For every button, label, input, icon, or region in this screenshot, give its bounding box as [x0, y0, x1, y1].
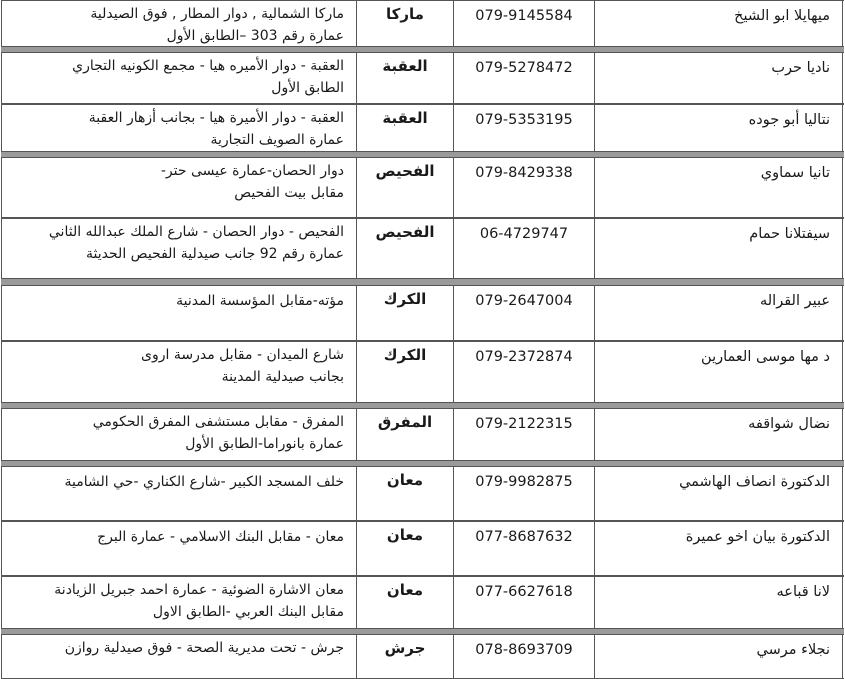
address-cell — [1, 157, 357, 218]
address-line-1: معان - مقابل البنك الاسلامي - عمارة البرج — [97, 529, 344, 545]
name-cell — [595, 0, 843, 47]
doctor-name: د مها موسى العمارين — [701, 349, 830, 365]
address-text — [65, 637, 344, 659]
name-cell — [595, 285, 843, 341]
city-cell — [357, 285, 454, 341]
phone-cell — [454, 466, 595, 521]
address-line-1: معان الاشارة الضوئية - عمارة احمد جبريل الزيادنة — [54, 582, 344, 598]
phone-cell — [454, 408, 595, 461]
address-cell — [1, 218, 357, 279]
name-cell — [595, 104, 843, 152]
doctor-name: سيفتلانا حمام — [749, 226, 830, 242]
address-line-1: المفرق - مقابل مستشفى المفرق الحكومي — [92, 414, 344, 430]
row-border — [1, 408, 844, 409]
row-border — [1, 218, 844, 219]
address-text — [93, 411, 344, 455]
row-border — [1, 576, 844, 577]
address-text — [161, 160, 344, 204]
row-border — [1, 634, 844, 635]
row-border — [1, 104, 844, 105]
row-border — [1, 285, 844, 286]
address-line-1: ماركا الشمالية , دوار المطار , فوق الصيدلية — [90, 6, 344, 22]
city-label: جرش — [384, 639, 426, 657]
table-row — [0, 0, 845, 47]
doctor-name: ميهايلا ابو الشيخ — [734, 8, 830, 24]
address-line-1: العقبة - دوار الأميره هيا - مجمع الكونيه التجاري — [72, 58, 344, 74]
city-cell — [357, 218, 454, 279]
table-row — [0, 52, 845, 104]
phone-number: 079-2372874 — [475, 349, 573, 365]
city-cell — [357, 52, 454, 104]
row-border — [1, 466, 844, 467]
phone-number: 079-5278472 — [475, 60, 573, 76]
table-row — [0, 285, 845, 341]
phone-cell — [454, 104, 595, 152]
table-row — [0, 157, 845, 218]
city-label: الفحيص — [375, 223, 435, 241]
city-cell — [357, 466, 454, 521]
address-cell — [1, 408, 357, 461]
address-line-1: العقبة - دوار الأميرة هيا - بجانب أزهار العقبة — [88, 110, 344, 126]
address-text — [89, 107, 344, 151]
name-cell — [595, 521, 843, 576]
name-cell — [595, 634, 843, 679]
name-cell — [595, 576, 843, 629]
doctor-name: الدكتورة انصاف الهاشمي — [679, 474, 830, 490]
address-text — [65, 471, 344, 493]
doctor-name: لانا قباعه — [776, 584, 830, 600]
address-cell — [1, 285, 357, 341]
name-cell — [595, 408, 843, 461]
address-line-1: خلف المسجد الكبير -شارع الكناري -حي الشامية — [64, 474, 344, 490]
phone-cell — [454, 218, 595, 279]
address-line-2: عمارة رقم 92 جانب صيدلية الفحيص الحديثة — [86, 246, 344, 262]
city-cell — [357, 521, 454, 576]
address-line-2: الطابق الأول — [271, 80, 344, 96]
table-row — [0, 341, 845, 403]
city-label: العقبة — [382, 57, 428, 75]
phone-cell — [454, 157, 595, 218]
city-cell — [357, 104, 454, 152]
phone-number: 079-9982875 — [475, 474, 573, 490]
city-cell — [357, 0, 454, 47]
phone-number: 077-6627618 — [475, 584, 573, 600]
phone-number: 078-8693709 — [475, 642, 573, 658]
name-cell — [595, 157, 843, 218]
phone-cell — [454, 52, 595, 104]
table-row — [0, 218, 845, 279]
doctor-name: عبير القراله — [759, 293, 830, 309]
phone-number: 079-9145584 — [475, 8, 573, 24]
address-line-2: بجانب صيدلية المدينة — [221, 369, 344, 385]
city-label: معان — [386, 581, 424, 599]
doctor-name: ناديا حرب — [771, 60, 830, 76]
city-cell — [357, 157, 454, 218]
city-label: الكرك — [383, 290, 427, 308]
phone-cell — [454, 341, 595, 403]
phone-number: 06-4729747 — [479, 226, 569, 242]
city-label: العقبة — [382, 109, 428, 127]
row-border — [1, 521, 844, 522]
city-label: الفحيص — [375, 162, 435, 180]
address-line-1: جرش - تحت مديرية الصحة - فوق صيدلية روازن — [64, 640, 344, 656]
phone-number: 079-2122315 — [475, 416, 573, 432]
address-cell — [1, 0, 357, 47]
name-cell — [595, 341, 843, 403]
phone-cell — [454, 576, 595, 629]
phone-cell — [454, 634, 595, 679]
address-line-2: عمارة رقم 303 –الطابق الأول — [166, 28, 344, 44]
phone-number: 079-2647004 — [475, 293, 573, 309]
table-row — [0, 521, 845, 576]
name-cell — [595, 466, 843, 521]
address-line-2: عمارة الصويف التجارية — [210, 132, 344, 148]
address-text — [141, 344, 344, 388]
address-cell — [1, 341, 357, 403]
city-label: معان — [386, 471, 424, 489]
table-row — [0, 104, 845, 152]
phone-cell — [454, 521, 595, 576]
doctor-name: نجلاء مرسي — [756, 642, 830, 658]
address-cell — [1, 466, 357, 521]
city-label: الكرك — [383, 346, 427, 364]
address-line-1: شارع الميدان - مقابل مدرسة اروى — [141, 347, 344, 363]
address-text — [176, 290, 344, 312]
row-border — [1, 157, 844, 158]
address-line-1: دوار الحصان-عمارة عيسى حتر- — [160, 163, 344, 179]
table-row — [0, 466, 845, 521]
address-text — [97, 526, 344, 548]
table-row — [0, 576, 845, 629]
table-row — [0, 408, 845, 461]
row-border — [1, 0, 844, 1]
city-label: المفرق — [377, 413, 433, 431]
city-cell — [357, 576, 454, 629]
name-cell — [595, 218, 843, 279]
doctor-name: نتاليا أبو جوده — [748, 112, 830, 128]
phone-number: 079-8429338 — [475, 165, 573, 181]
table-row — [0, 634, 845, 679]
city-label: ماركا — [386, 5, 424, 23]
doctor-name: الدكتورة بيان اخو عميرة — [685, 529, 830, 545]
address-cell — [1, 52, 357, 104]
city-cell — [357, 408, 454, 461]
phone-number: 079-5353195 — [475, 112, 573, 128]
address-line-1: مؤته-مقابل المؤسسة المدنية — [176, 293, 344, 309]
phone-number: 077-8687632 — [475, 529, 573, 545]
address-cell — [1, 521, 357, 576]
phone-cell — [454, 0, 595, 47]
address-text — [72, 55, 344, 99]
row-border — [1, 52, 844, 53]
address-text — [49, 221, 344, 265]
address-line-2: عمارة بانوراما-الطابق الأول — [185, 436, 344, 452]
city-cell — [357, 634, 454, 679]
address-line-1: الفحيص - دوار الحصان - شارع الملك عبدالله الثاني — [48, 224, 344, 240]
row-border — [1, 341, 844, 342]
doctor-name: تانيا سماوي — [760, 165, 830, 181]
address-text — [90, 3, 344, 47]
address-line-2: مقابل بيت الفحيص — [234, 185, 344, 201]
phone-cell — [454, 285, 595, 341]
address-cell — [1, 576, 357, 629]
city-label: معان — [386, 526, 424, 544]
address-line-2: مقابل البنك العربي -الطابق الاول — [152, 604, 344, 620]
address-cell — [1, 634, 357, 679]
address-text — [54, 579, 344, 623]
address-cell — [1, 104, 357, 152]
city-cell — [357, 341, 454, 403]
name-cell — [595, 52, 843, 104]
doctor-name: نضال شواقفه — [748, 416, 830, 432]
